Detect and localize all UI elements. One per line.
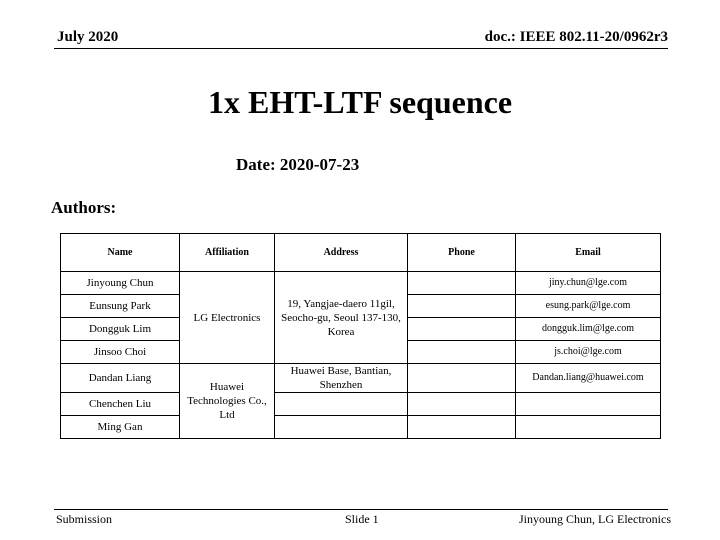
authors-table [60,233,661,439]
table-row [61,393,661,416]
header-affiliation: Affiliation [180,234,275,272]
author-name: Dongguk Lim [61,318,180,341]
author-email: esung.park@lge.com [516,295,661,318]
author-email [516,393,661,416]
author-address: Huawei Base, Bantian, Shenzhen [275,364,408,393]
header-name: Name [61,234,180,272]
footer-submission: Submission [56,512,113,526]
author-address [275,416,408,439]
date-line: Date: 2020-07-23 [236,155,360,174]
author-phone [408,416,516,439]
author-address [275,393,408,416]
header-date: July 2020 [57,29,119,45]
header-address: Address [275,234,408,272]
author-affiliation: Huawei Technologies Co., Ltd [180,364,275,439]
author-email [516,416,661,439]
author-name: Eunsung Park [61,295,180,318]
header-doc-id: doc.: IEEE 802.11-20/0962r3 [484,29,668,45]
author-email: Dandan.liang@huawei.com [516,364,661,393]
author-name: Ming Gan [61,416,180,439]
author-phone [408,364,516,393]
author-email: js.choi@lge.com [516,341,661,364]
author-phone [408,318,516,341]
slide-title: 1x EHT-LTF sequence [207,84,513,120]
author-address: 19, Yangjae-daero 11gil, Seocho-gu, Seoul 137-130, Korea [275,272,408,364]
table-row [61,416,661,439]
author-name: Jinyoung Chun [61,272,180,295]
table-row [61,364,661,393]
header-phone: Phone [408,234,516,272]
author-phone [408,272,516,295]
author-name: Dandan Liang [61,364,180,393]
footer-divider [54,509,668,510]
author-affiliation: LG Electronics [180,272,275,364]
table-row [61,272,661,295]
table-header-row [61,234,661,272]
author-name: Chenchen Liu [61,393,180,416]
author-phone [408,393,516,416]
author-email: jiny.chun@lge.com [516,272,661,295]
authors-label: Authors: [51,198,117,217]
author-phone [408,341,516,364]
author-phone [408,295,516,318]
author-name: Jinsoo Choi [61,341,180,364]
author-email: dongguk.lim@lge.com [516,318,661,341]
footer-slide-number: Slide 1 [345,512,379,526]
footer-author: Jinyoung Chun, LG Electronics [519,512,671,526]
header-email: Email [516,234,661,272]
header-divider [54,48,668,49]
